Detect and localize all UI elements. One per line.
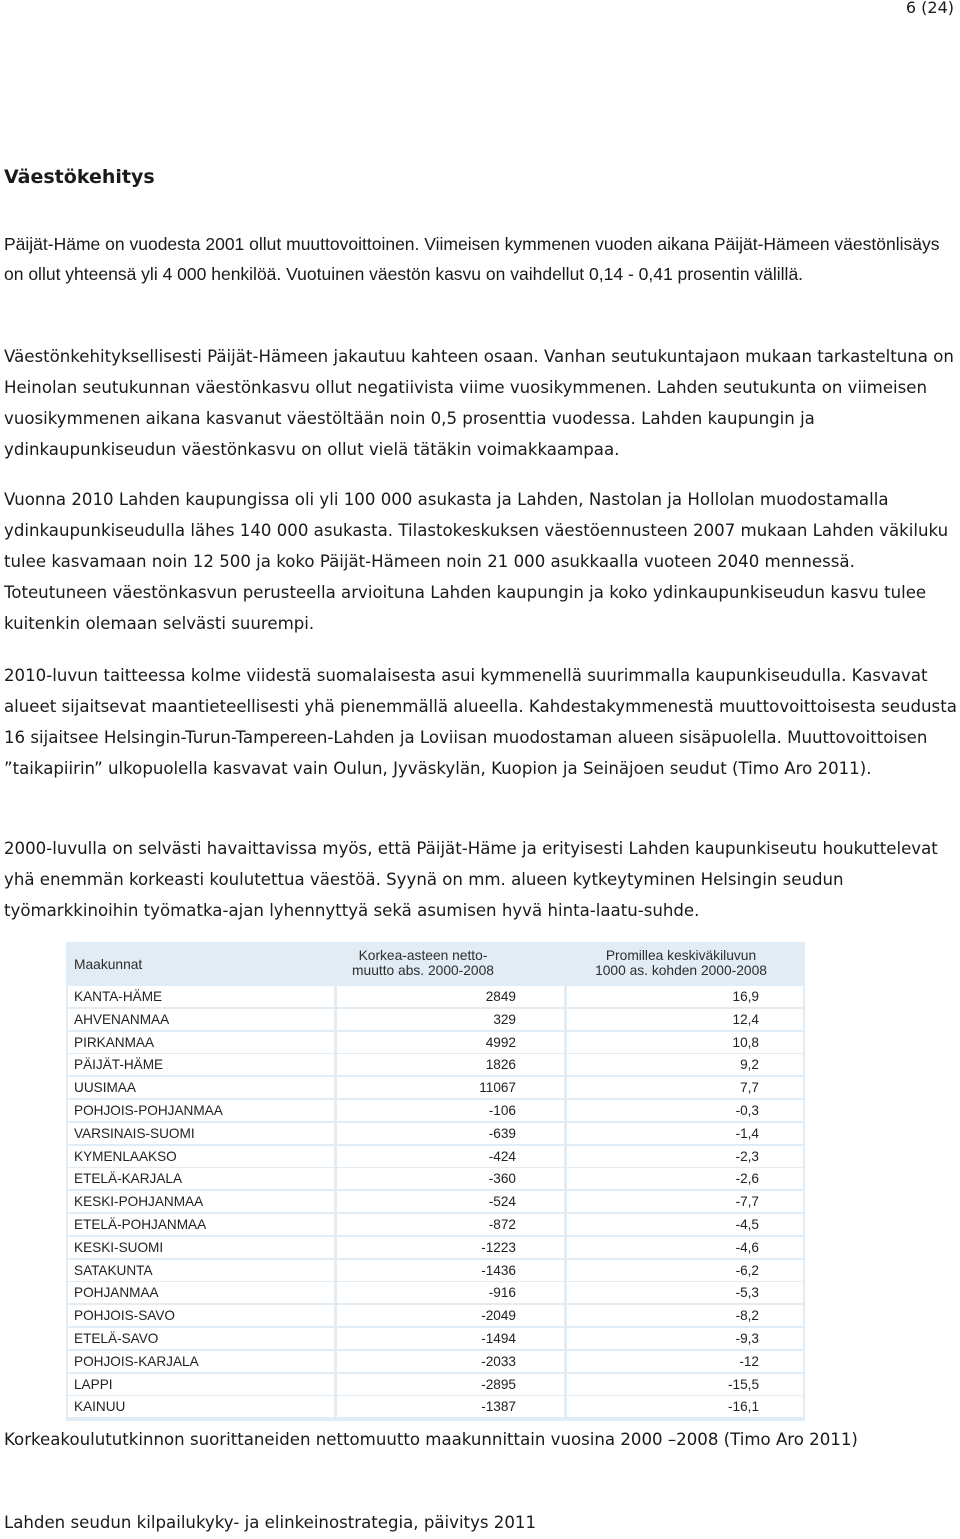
migration-cell: -2049 <box>337 1305 564 1326</box>
table-caption: Korkeakoulututkinnon suorittaneiden nettomuutto maakunnittain vuosina 2000 –2008 (Timo Aro 2011) <box>4 1430 858 1449</box>
table-row <box>66 1032 805 1053</box>
promille-cell: -4,5 <box>567 1214 803 1235</box>
table-row <box>66 1374 805 1395</box>
migration-cell: 11067 <box>337 1077 564 1098</box>
promille-cell: -4,6 <box>567 1237 803 1258</box>
table-row <box>66 1009 805 1030</box>
header-promille <box>581 948 781 978</box>
header-region: Maakunnat <box>74 957 143 972</box>
page-number: 6 (24) <box>905 0 954 17</box>
migration-cell: -1436 <box>337 1260 564 1281</box>
promille-cell: -2,6 <box>567 1168 803 1189</box>
table-row <box>66 1351 805 1372</box>
migration-cell: -360 <box>337 1168 564 1189</box>
table-row <box>66 1100 805 1121</box>
promille-cell: -8,2 <box>567 1305 803 1326</box>
table-row <box>66 1396 805 1417</box>
header-migration-line2: muutto abs. 2000-2008 <box>352 963 494 978</box>
table-row <box>66 1328 805 1349</box>
migration-cell: -1494 <box>337 1328 564 1349</box>
migration-cell: -2895 <box>337 1374 564 1395</box>
page-footer: Lahden seudun kilpailukyky- ja elinkeinostrategia, päivitys 2011 <box>4 1513 537 1532</box>
table-row <box>66 1146 805 1167</box>
migration-cell: -106 <box>337 1100 564 1121</box>
table-row <box>66 1237 805 1258</box>
promille-cell: -6,2 <box>567 1260 803 1281</box>
migration-table <box>66 942 805 1421</box>
promille-cell: -9,3 <box>567 1328 803 1349</box>
region-cell: KANTA-HÄME <box>68 986 334 1007</box>
migration-cell: -1223 <box>337 1237 564 1258</box>
promille-cell: 16,9 <box>567 986 803 1007</box>
promille-cell: -0,3 <box>567 1100 803 1121</box>
table-row <box>66 986 805 1007</box>
region-cell: POHJOIS-SAVO <box>68 1305 334 1326</box>
promille-cell: -7,7 <box>567 1191 803 1212</box>
region-cell: ETELÄ-POHJANMAA <box>68 1214 334 1235</box>
header-migration-line1: Korkea-asteen netto- <box>358 948 488 963</box>
table-row <box>66 1282 805 1303</box>
migration-cell: -1387 <box>337 1396 564 1417</box>
paragraph-4: 2010-luvun taitteessa kolme viidestä suomalaisesta asui kymmenellä suurimmalla kaupunkiseudulla. Kasvavat alueet sijaitsevat maantieteellisesti yhä pienemmällä alueella. Kahdestakymmenestä muuttovoittoisesta seudusta 16 sijaitsee Helsingin-Turun-Tampereen-Lahden ja Loviisan muodostaman alueen sisäpuolella. Muuttovoittoisen ”taikapiirin” ulkopuolella kasvavat vain Oulun, Jyväskylän, Kuopion ja Seinäjoen seudut (Timo Aro 2011). <box>4 666 957 778</box>
migration-cell: 1826 <box>337 1054 564 1075</box>
promille-cell: 12,4 <box>567 1009 803 1030</box>
region-cell: VARSINAIS-SUOMI <box>68 1123 334 1144</box>
region-cell: PÄIJÄT-HÄME <box>68 1054 334 1075</box>
region-cell: KYMENLAAKSO <box>68 1146 334 1167</box>
region-cell: POHJOIS-KARJALA <box>68 1351 334 1372</box>
migration-cell: -524 <box>337 1191 564 1212</box>
header-promille-line2: 1000 as. kohden 2000-2008 <box>595 963 767 978</box>
table-row <box>66 1191 805 1212</box>
migration-cell: -872 <box>337 1214 564 1235</box>
paragraph-2: Väestönkehityksellisesti Päijät-Hämeen jakautuu kahteen osaan. Vanhan seutukuntajaon mukaan tarkasteltuna on Heinolan seutukunnan väestönkasvu ollut negatiivista viime vuosikymmenen. Lahden seutukunta on viimeisen vuosikymmenen aikana kasvanut väestöltään noin 0,5 prosenttia vuodessa. Lahden kaupungin ja ydinkaupunkiseudun väestönkasvu on ollut vielä tätäkin voimakkaampaa. <box>4 347 954 459</box>
migration-cell: 329 <box>337 1009 564 1030</box>
region-cell: UUSIMAA <box>68 1077 334 1098</box>
promille-cell: 9,2 <box>567 1054 803 1075</box>
region-cell: POHJANMAA <box>68 1282 334 1303</box>
promille-cell: 10,8 <box>567 1032 803 1053</box>
promille-cell: -5,3 <box>567 1282 803 1303</box>
table-row <box>66 1054 805 1075</box>
promille-cell: -15,5 <box>567 1374 803 1395</box>
promille-cell: 7,7 <box>567 1077 803 1098</box>
promille-cell: -2,3 <box>567 1146 803 1167</box>
promille-cell: -12 <box>567 1351 803 1372</box>
migration-cell: 4992 <box>337 1032 564 1053</box>
migration-cell: -424 <box>337 1146 564 1167</box>
migration-cell: -2033 <box>337 1351 564 1372</box>
header-promille-line1: Promillea keskiväkiluvun <box>605 948 757 963</box>
header-migration <box>338 948 508 978</box>
table-row <box>66 1168 805 1189</box>
migration-cell: -916 <box>337 1282 564 1303</box>
region-cell: KESKI-SUOMI <box>68 1237 334 1258</box>
table-row <box>66 1214 805 1235</box>
region-cell: KAINUU <box>68 1396 334 1417</box>
region-cell: PIRKANMAA <box>68 1032 334 1053</box>
table-row <box>66 1260 805 1281</box>
region-cell: SATAKUNTA <box>68 1260 334 1281</box>
promille-cell: -16,1 <box>567 1396 803 1417</box>
region-cell: POHJOIS-POHJANMAA <box>68 1100 334 1121</box>
section-heading: Väestökehitys <box>4 166 155 188</box>
region-cell: AHVENANMAA <box>68 1009 334 1030</box>
table-row <box>66 1305 805 1326</box>
paragraph-3: Vuonna 2010 Lahden kaupungissa oli yli 100 000 asukasta ja Lahden, Nastolan ja Hollolan muodostamalla ydinkaupunkiseudulla lähes 140 000 asukasta. Tilastokeskuksen väestöennusteen 2007 mukaan Lahden väkiluku tulee kasvamaan noin 12 500 ja koko Päijät-Hämeen noin 21 000 asukkaalla vuoteen 2040 mennessä. Toteutuneen väestönkasvun perusteella arvioituna Lahden kaupungin ja koko ydinkaupunkiseudun kasvu tulee kuitenkin olemaan selvästi suurempi. <box>4 490 949 633</box>
paragraph-1: Päijät-Häme on vuodesta 2001 ollut muuttovoittoinen. Viimeisen kymmenen vuoden aikana Päijät-Hämeen väestönlisäys on ollut yhteensä yli 4 000 henkilöä. Vuotuinen väestön kasvu on vaihdellut 0,14 - 0,41 prosentin välillä. <box>4 234 940 284</box>
region-cell: ETELÄ-SAVO <box>68 1328 334 1349</box>
paragraph-5: 2000-luvulla on selvästi havaittavissa myös, että Päijät-Häme ja erityisesti Lahden kaupunkiseutu houkuttelevat yhä enemmän korkeasti koulutettua väestöä. Syynä on mm. alueen kytkeytyminen Helsingin seudun työmarkkinoihin työmatka-ajan lyhennyttyä sekä asumisen hyvä hinta-laatu-suhde. <box>4 839 938 920</box>
table-row <box>66 1123 805 1144</box>
table-row <box>66 1077 805 1098</box>
region-cell: KESKI-POHJANMAA <box>68 1191 334 1212</box>
migration-cell: 2849 <box>337 986 564 1007</box>
region-cell: LAPPI <box>68 1374 334 1395</box>
migration-cell: -639 <box>337 1123 564 1144</box>
region-cell: ETELÄ-KARJALA <box>68 1168 334 1189</box>
promille-cell: -1,4 <box>567 1123 803 1144</box>
table-header <box>66 942 805 986</box>
